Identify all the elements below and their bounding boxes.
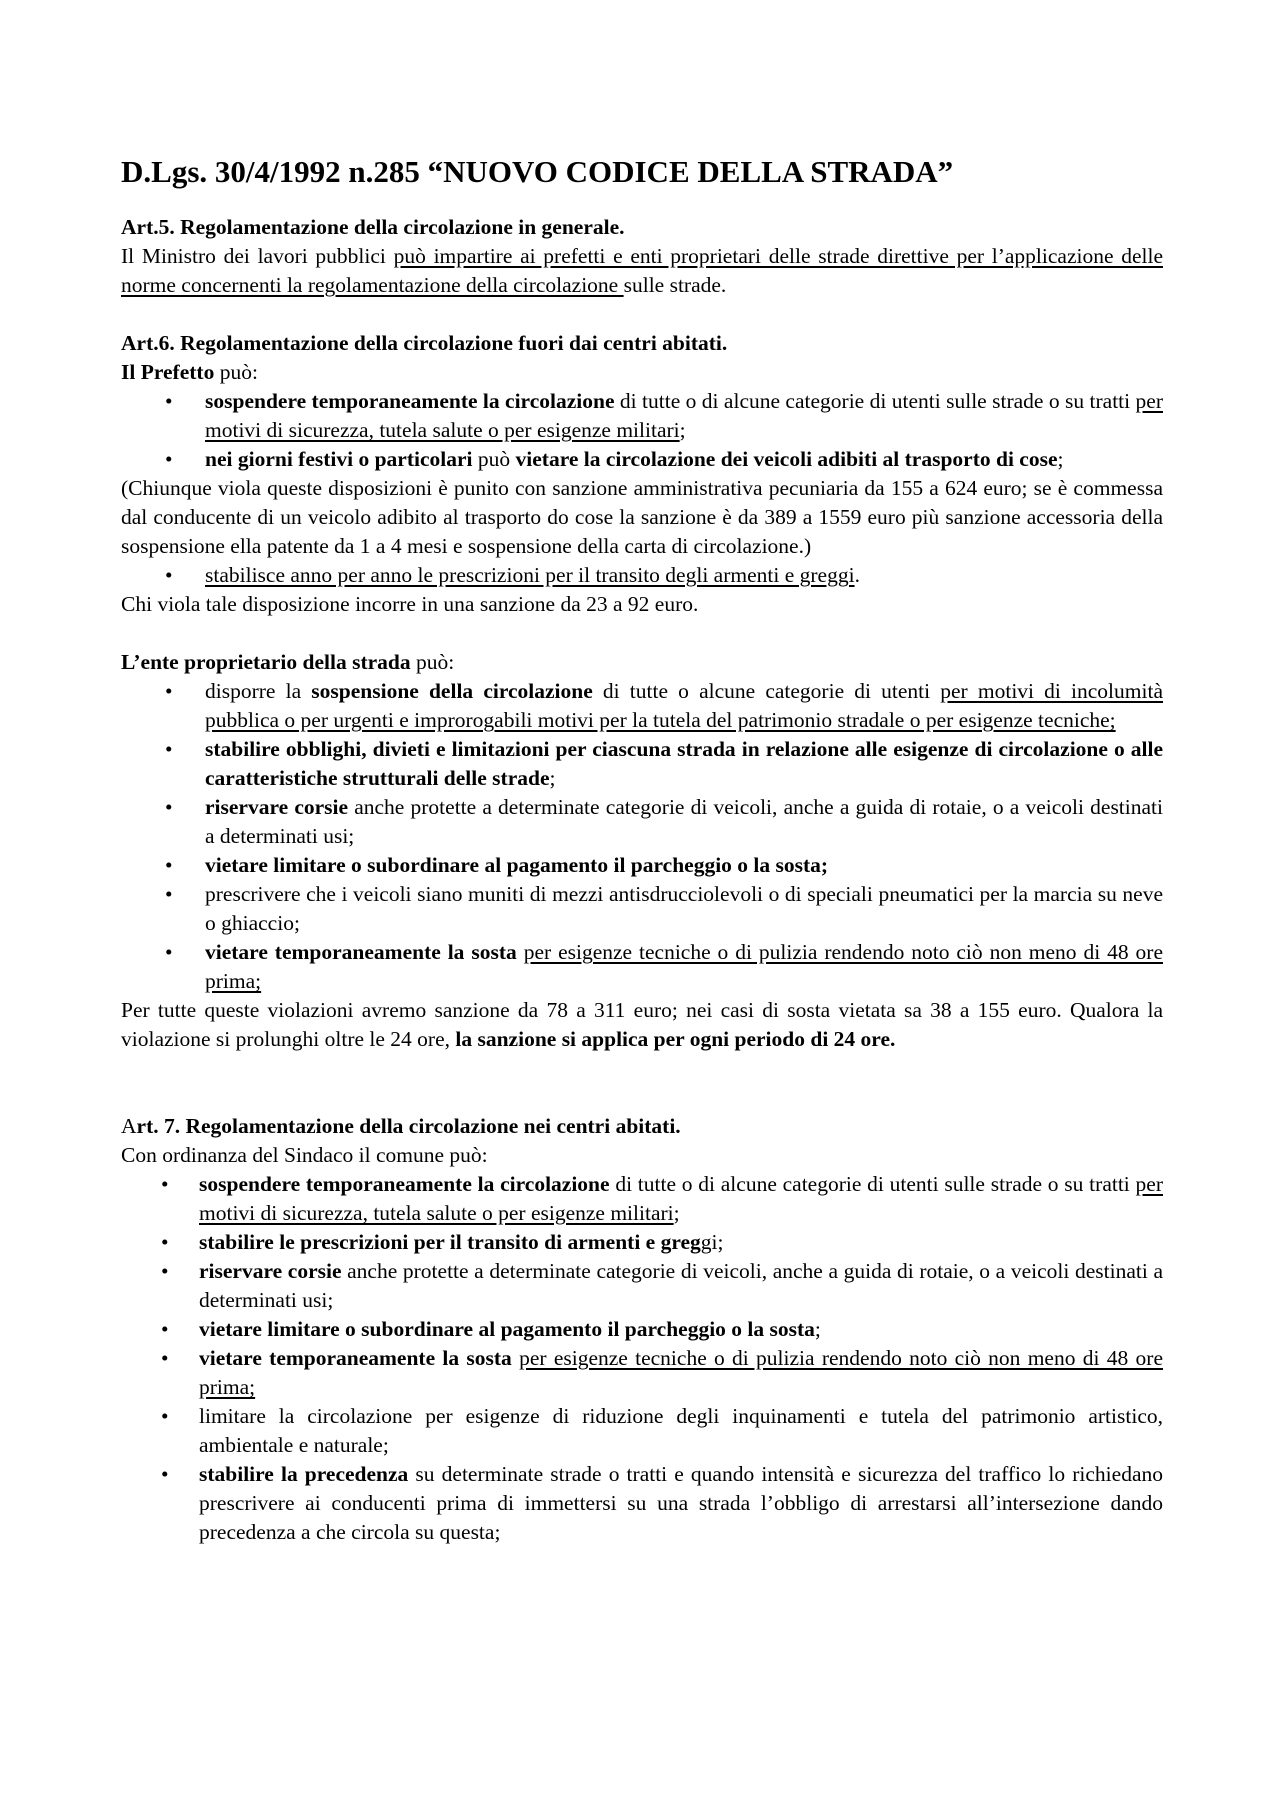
text-run: Con ordinanza del Sindaco il comune può: — [121, 1143, 488, 1167]
list-item — [121, 938, 1163, 996]
bullet-icon: • — [161, 1317, 169, 1341]
bullet-icon: • — [165, 679, 173, 703]
list-item — [121, 735, 1163, 793]
text-run: può: — [214, 360, 258, 384]
text-run: di tutte o alcune categorie di utenti — [592, 679, 941, 703]
bold-text: riservare corsie — [205, 795, 349, 819]
paragraph — [121, 242, 1163, 300]
text-run — [512, 1346, 519, 1370]
bullet-icon: • — [165, 447, 173, 471]
paragraph — [121, 358, 1163, 387]
bold-text: sospendere temporaneamente la circolazione — [199, 1172, 610, 1196]
bold-text: sospensione della circolazione — [311, 679, 593, 703]
text-run: di tutte o di alcune categorie di utenti sulle strade o su tratti — [614, 389, 1136, 413]
bold-text: vietare limitare o subordinare al pagamento il parcheggio o la sosta — [199, 1317, 815, 1341]
list-item — [121, 1315, 1163, 1344]
list-item — [121, 793, 1163, 851]
document-title: D.Lgs. 30/4/1992 n.285 “NUOVO CODICE DELLA STRADA” — [121, 154, 954, 189]
text-run: può: — [410, 650, 455, 674]
list-item — [121, 1344, 1163, 1402]
blank-line — [121, 619, 1163, 648]
bold-text: sospendere temporaneamente la circolazione — [205, 389, 615, 413]
text-run: sulle strade. — [623, 273, 727, 297]
paragraph — [121, 996, 1163, 1054]
underlined-text: può impartire ai prefetti e enti proprietari delle strade direttive per l’applicazione delle norme concernenti la regolamentazione della circolazione — [121, 244, 1163, 297]
text-run: ; — [814, 1317, 821, 1341]
bullet-icon: • — [161, 1404, 169, 1428]
text-run: disporre la — [205, 679, 312, 703]
list-item — [121, 1402, 1163, 1460]
text-run: (Chiunque viola queste disposizioni è punito con sanzione amministrativa pecuniaria da 155 a 624 euro; se è commessa dal conducente di un veicolo adibito al trasporto do cose la sanzione è da 389 a 1559 euro più sanzione accessoria della sospensione ella patente da 1 a 4 mesi e sospensione della carta di circolazione.) — [121, 476, 1163, 558]
bold-text: Art.6. Regolamentazione della circolazione fuori dai centri abitati. — [121, 331, 728, 355]
text-run — [517, 940, 524, 964]
bullet-icon: • — [165, 563, 173, 587]
bullet-icon: • — [165, 940, 173, 964]
underlined-text: per esigenze tecniche o di pulizia rendendo noto ciò non meno di 48 ore prima; — [205, 940, 1163, 993]
bold-text: nei giorni festivi o particolari — [205, 447, 473, 471]
list-item — [121, 677, 1163, 735]
text-run: Il Ministro dei lavori pubblici — [121, 244, 394, 268]
text-run: limitare la circolazione per esigenze di riduzione degli inquinamenti e tutela del patrimonio artistico, ambientale e naturale; — [199, 1404, 1163, 1457]
bold-text: L’ente proprietario della strada — [121, 650, 411, 674]
bullet-icon: • — [165, 389, 173, 413]
underlined-text: per esigenze tecniche o di pulizia rendendo noto ciò non meno di 48 ore prima; — [199, 1346, 1163, 1399]
text-run: di tutte o di alcune categorie di utenti sulle strade o su tratti — [609, 1172, 1136, 1196]
list-item — [121, 880, 1163, 938]
text-run: Per tutte queste violazioni avremo sanzione da 78 a 311 euro; nei casi di sosta vietata sa 38 a 155 euro. Qualora la violazione si prolunghi oltre le 24 ore, — [121, 998, 1163, 1051]
bold-text: stabilire obblighi, divieti e limitazioni per ciascuna strada in relazione alle esigenze di circolazione o alle caratteristiche strutturali delle strade — [205, 737, 1163, 790]
underlined-text: stabilisce anno per anno le prescrizioni per il transito degli armenti e greggi — [205, 563, 855, 587]
bold-text: vietare limitare o subordinare al pagamento il parcheggio o la sosta; — [205, 853, 829, 877]
text-run: . — [854, 563, 860, 587]
bold-text: la sanzione si applica per ogni periodo di 24 ore. — [455, 1027, 896, 1051]
bold-text: stabilire la precedenza — [199, 1462, 409, 1486]
list-item — [121, 1460, 1163, 1547]
bullet-icon: • — [161, 1259, 169, 1283]
bullet-icon: • — [161, 1172, 169, 1196]
bullet-icon: • — [165, 737, 173, 761]
list-item — [121, 561, 1163, 590]
underlined-text: per motivi di incolumità pubblica o per urgenti e improrogabili motivi per la tutela del patrimonio stradale o per esigenze tecniche; — [205, 679, 1163, 732]
list-item — [121, 1228, 1163, 1257]
bold-text: riservare corsie — [199, 1259, 342, 1283]
list-item — [121, 1257, 1163, 1315]
text-run: A — [121, 1114, 137, 1138]
bold-text: vietare temporaneamente la sosta — [199, 1346, 512, 1370]
text-run: può — [472, 447, 516, 471]
text-run: ; — [673, 1201, 680, 1225]
bullet-icon: • — [165, 795, 173, 819]
list-item — [121, 445, 1163, 474]
blank-line — [121, 300, 1163, 329]
bold-text: Il Prefetto — [121, 360, 215, 384]
text-run: anche protette a determinate categorie di veicoli, anche a guida di rotaie, o a veicoli destinati a determinati usi; — [199, 1259, 1163, 1312]
paragraph — [121, 648, 1163, 677]
bullet-icon: • — [161, 1346, 169, 1370]
bullet-icon: • — [161, 1462, 169, 1486]
document-page — [121, 152, 1163, 1547]
text-run: ; — [679, 418, 686, 442]
bullet-icon: • — [165, 882, 173, 906]
text-run: Chi viola tale disposizione incorre in una sanzione da 23 a 92 euro. — [121, 592, 699, 616]
list-item — [121, 851, 1163, 880]
text-run: ; — [549, 766, 556, 790]
bold-text: rt. 7. Regolamentazione della circolazione nei centri abitati. — [136, 1114, 681, 1138]
list-item — [121, 1170, 1163, 1228]
paragraph — [121, 329, 1163, 358]
underlined-text: per motivi di sicurezza, tutela salute o per esigenze militari — [205, 389, 1163, 442]
underlined-text: per motivi di sicurezza, tutela salute o per esigenze militari — [199, 1172, 1163, 1225]
paragraph — [121, 1141, 1163, 1170]
paragraph — [121, 1112, 1163, 1141]
blank-line — [121, 1083, 1163, 1112]
paragraph — [121, 213, 1163, 242]
bullet-icon: • — [165, 853, 173, 877]
text-run: prescrivere che i veicoli siano muniti di mezzi antisdrucciolevoli o di speciali pneumatici per la marcia su neve o ghiaccio; — [205, 882, 1163, 935]
document-body — [121, 213, 1163, 1547]
text-run: su determinate strade o tratti e quando intensità e sicurezza del traffico lo richiedano prescrivere ai conducenti prima di immettersi su una strada l’obbligo di arrestarsi all’intersezione dando precedenza a che circola su questa; — [199, 1462, 1163, 1544]
bold-text: vietare la circolazione dei veicoli adibiti al trasporto di cose — [515, 447, 1058, 471]
bullet-icon: • — [161, 1230, 169, 1254]
blank-line — [121, 1054, 1163, 1083]
list-item — [121, 387, 1163, 445]
bold-text: stabilire le prescrizioni per il transito di armenti e greg — [199, 1230, 701, 1254]
paragraph — [121, 474, 1163, 561]
bold-text: Art.5. Regolamentazione della circolazione in generale. — [121, 215, 625, 239]
text-run: anche protette a determinate categorie di veicoli, anche a guida di rotaie, o a veicoli destinati a determinati usi; — [205, 795, 1163, 848]
paragraph — [121, 590, 1163, 619]
text-run: gi; — [700, 1230, 724, 1254]
bold-text: vietare temporaneamente la sosta — [205, 940, 517, 964]
text-run: ; — [1057, 447, 1064, 471]
